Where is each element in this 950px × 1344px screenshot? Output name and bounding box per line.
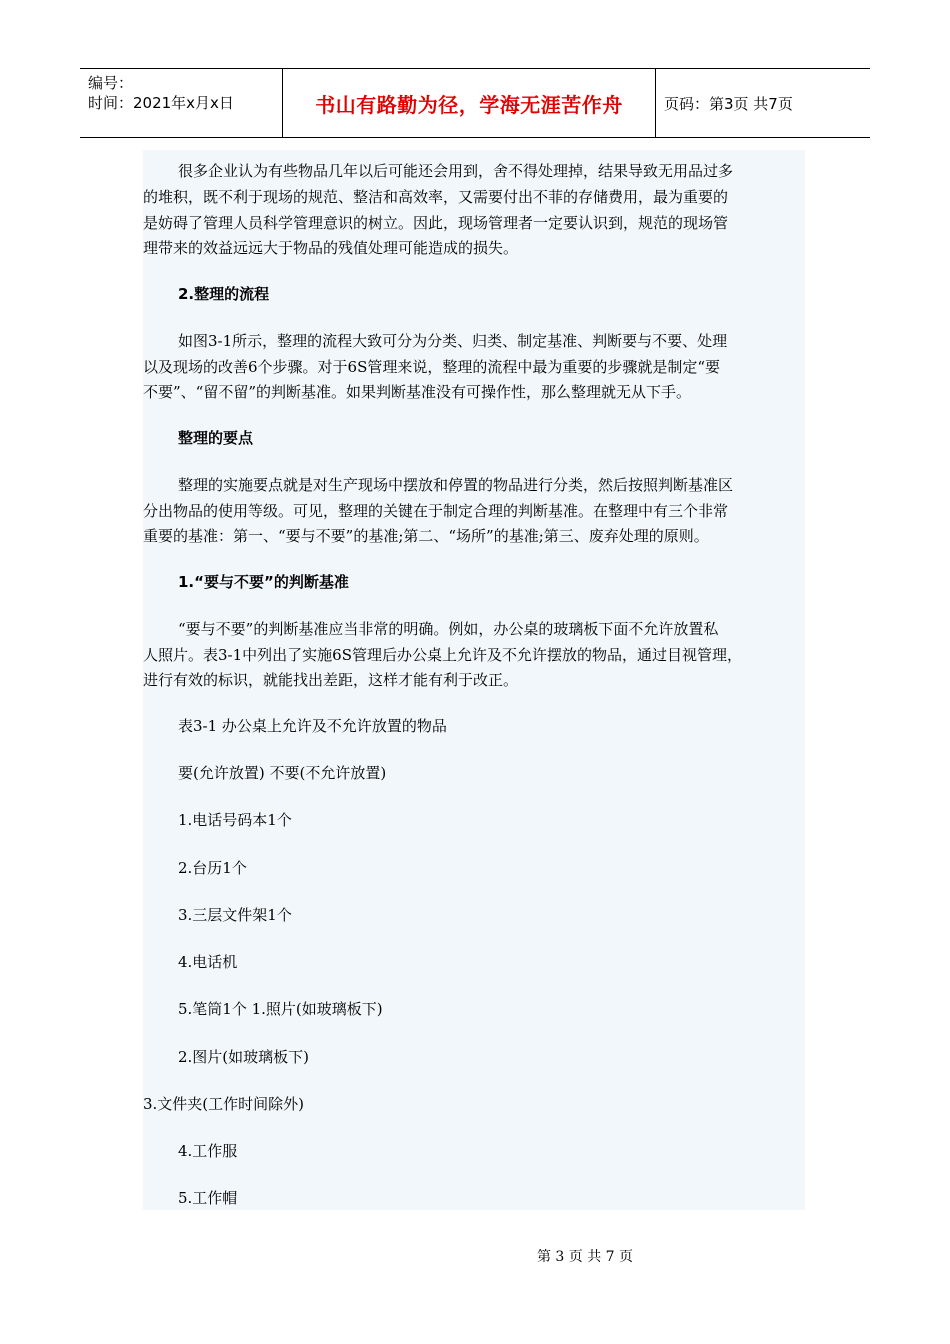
header-meta: [80, 69, 283, 137]
list-item: 3.文件夹(工作时间除外): [143, 1095, 305, 1113]
paragraph-line: “要与不要”的判断基准应当非常的明确。例如，办公桌的玻璃板下面不允许放置私: [178, 620, 719, 638]
paragraph-line: 的堆积，既不利于现场的规范、整洁和高效率，又需要付出不菲的存储费用，最为重要的: [143, 188, 729, 206]
paragraph-line: 重要的基准：第一、“要与不要”的基准;第二、“场所”的基准;第三、废弃处理的原则。: [143, 527, 709, 545]
paragraph-line: 进行有效的标识，就能找出差距，这样才能有利于改正。: [143, 671, 519, 689]
header-page-info: 页码：第3页 共7页: [664, 94, 793, 113]
list-item: 2.台历1个: [178, 859, 247, 877]
date-label: 时间：2021年x月x日: [88, 94, 234, 112]
document-body: [143, 150, 805, 1210]
paragraph-line: 如图3-1所示，整理的流程大致可分为分类、归类、制定基准、判断要与不要、处理: [178, 332, 728, 350]
paragraph-line: 很多企业认为有些物品几年以后可能还会用到，舍不得处理掉，结果导致无用品过多: [178, 162, 734, 180]
list-item: 4.工作服: [178, 1142, 238, 1160]
paragraph-line: 整理的实施要点就是对生产现场中摆放和停置的物品进行分类，然后按照判断基准区: [178, 476, 734, 494]
list-item: 3.三层文件架1个: [178, 906, 292, 924]
section-heading: 1.“要与不要”的判断基准: [178, 573, 349, 591]
list-item: 5.工作帽: [178, 1189, 238, 1207]
list-item: 4.电话机: [178, 953, 238, 971]
list-item: 5.笔筒1个 1.照片(如玻璃板下): [178, 1000, 383, 1018]
paragraph-line: 人照片。表3-1中列出了实施6S管理后办公桌上允许及不允许摆放的物品，通过目视管理，: [143, 646, 742, 664]
document-header: [80, 68, 870, 138]
paragraph-line: 是妨碍了管理人员科学管理意识的树立。因此，现场管理者一定要认识到，规范的现场管: [143, 214, 729, 232]
paragraph-line: 理带来的效益远远大于物品的残值处理可能造成的损失。: [143, 239, 519, 257]
paragraph-line: 以及现场的改善6个步骤。对于6S管理来说，整理的流程中最为重要的步骤就是制定“要: [143, 358, 721, 376]
list-item: 1.电话号码本1个: [178, 811, 292, 829]
list-item: 2.图片(如玻璃板下): [178, 1048, 310, 1066]
section-heading: 2.整理的流程: [178, 285, 270, 303]
paragraph-line: 分出物品的使用等级。可见，整理的关键在于制定合理的判断基准。在整理中有三个非常: [143, 502, 729, 520]
table-header: 要(允许放置) 不要(不允许放置): [178, 764, 387, 782]
section-heading: 整理的要点: [178, 429, 254, 447]
code-label: 编号：: [88, 74, 134, 92]
paragraph-line: 不要”、“留不留”的判断基准。如果判断基准没有可操作性，那么整理就无从下手。: [143, 383, 692, 401]
header-motto: 书山有路勤为径，学海无涯苦作舟: [283, 69, 656, 137]
table-caption: 表3-1 办公桌上允许及不允许放置的物品: [178, 717, 447, 735]
page-footer: 第 3 页 共 7 页: [536, 1249, 634, 1265]
